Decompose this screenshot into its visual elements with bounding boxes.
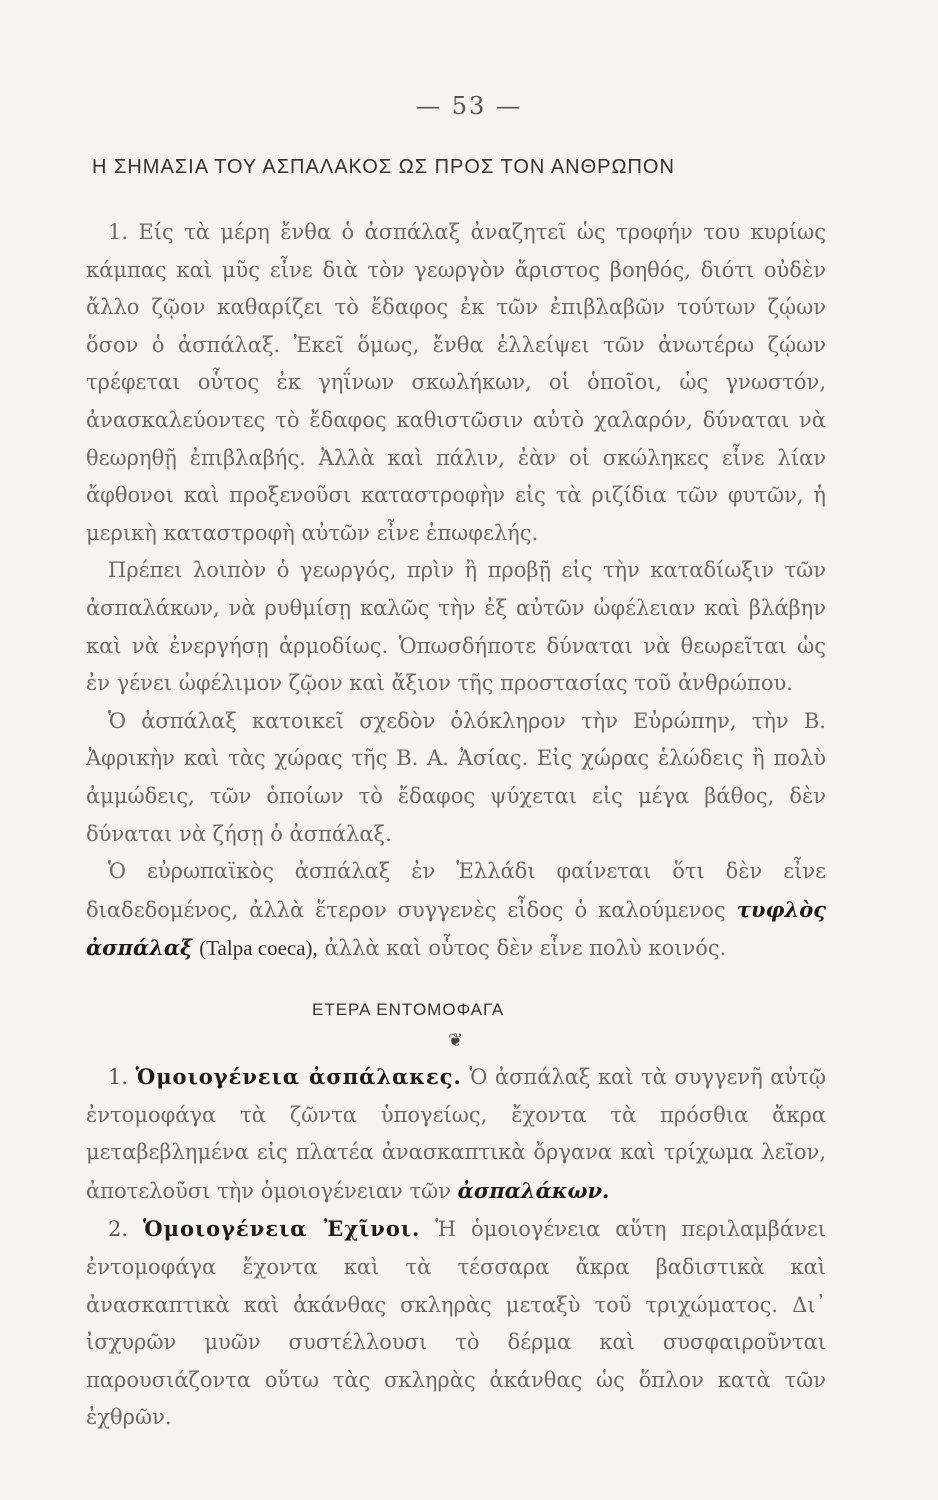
family-term: ἀσπαλάκων. — [457, 1177, 610, 1203]
item-title: Ὁμοιογένεια Ἐχῖνοι. — [143, 1216, 421, 1242]
item-number: 1. — [108, 1065, 129, 1089]
section-heading: Η ΣΗΜΑΣΙΑ ΤΟΥ ΑΣΠΑΛΑΚΟΣ ΩΣ ΠΡΟΣ ΤΟΝ ΑΝΘΡΩΠΟΝ — [92, 156, 675, 178]
item-title: Ὁμοιογένεια ἀσπάλακες. — [135, 1064, 462, 1089]
species-term: τυφλὸς ἀσπάλαξ — [86, 896, 826, 961]
latin-name: (Talpa coeca), — [199, 936, 318, 961]
paragraph: Ὁ ἀσπάλαξ κατοικεῖ σχεδὸν ὁλόκληρον τὴν Εὐρώπην, τὴν Β. Ἀφρικὴν καὶ τὰς χώρας τῆς Β. Α. Ἀσίας. Εἰς χώρας ἑλώδεις ἢ πολὺ ἀμμώδεις, τῶν ὁποίων τὸ ἔδαφος ψύχεται εἰς μέγα βάθος, δὲν δύναται νὰ ζήσῃ ὁ ἀσπάλαξ. — [86, 708, 826, 846]
subsection-heading: ΕΤΕΡΑ ΕΝΤΟΜΟΦΑΓΑ — [312, 1000, 505, 1019]
item-number: 2. — [108, 1217, 129, 1242]
paragraph-text: Ἡ ὁμοιογένεια αὕτη περιλαμβάνει ἐντομοφάγα ἔχοντα καὶ τὰ τέσσαρα ἄκρα βαδιστικὰ καὶ ἀνασκαπτικὰ καὶ ἀκάνθας σκληρὰς μεταξὺ τοῦ τριχώματος. Δι᾿ ἰσχυρῶν μυῶν συστέλλουσι τὸ δέρμα καὶ συσφαιροῦνται παρουσιάζοντα οὕτω τὰς σκληρὰς ἀκάνθας ὡς ὅπλον κατὰ τῶν ἐχθρῶν. — [86, 1217, 826, 1430]
paragraph: Πρέπει λοιπὸν ὁ γεωργός, πρὶν ἢ προβῇ εἰς τὴν καταδίωξιν τῶν ἀσπαλάκων, νὰ ρυθμίσῃ καλῶς τὴν ἐξ αὐτῶν ὠφέλειαν καὶ βλάβην καὶ νὰ ἐνεργήσῃ ἁρμοδίως. Ὁπωσδήποτε δύναται νὰ θεωρεῖται ὡς ἐν γένει ὠφέλιμον ζῷον καὶ ἄξιον τῆς προστασίας τοῦ ἀνθρώπου. — [86, 558, 826, 696]
paragraph — [86, 853, 826, 968]
paragraph — [86, 1210, 826, 1437]
page-number: — 53 — — [416, 92, 522, 120]
paragraph-text: Ὁ εὐρωπαϊκὸς ἀσπάλαξ ἐν Ἑλλάδι φαίνεται ὅτι δὲν εἶνε διαδεδομένος, ἀλλὰ ἕτερον συγγενὲς εἶδος ὁ καλούμενος — [86, 859, 826, 922]
paragraph-text: Ὁ ἀσπάλαξ καὶ τὰ συγγενῆ αὐτῷ ἐντομοφάγα τὰ ζῶντα ὑπογείως, ἔχοντα τὰ πρόσθια ἄκρα μεταβεβλημένα εἰς πλατέα ἀνασκαπτικὰ ὄργανα καὶ τρίχωμα λεῖον, ἀποτελοῦσι τὴν ὁμοιογένειαν τῶν — [86, 1065, 826, 1203]
paragraph: 1. Είς τὰ μέρη ἔνθα ὁ ἀσπάλαξ ἀναζητεῖ ὡς τροφήν του κυρίως κάμπας καὶ μῦς εἶνε διὰ τὸν γεωργὸν ἄριστος βοηθός, διότι οὐδὲν ἄλλο ζῷον καθαρίζει τὸ ἔδαφος ἐκ τῶν ἐπιβλαβῶν τούτων ζῴων ὅσον ὁ ἀσπάλαξ. Ἐκεῖ ὅμως, ἔνθα ἐλλείψει τῶν ἀνωτέρω ζῴων τρέφεται οὗτος ἐκ γηΐνων σκωλήκων, οἱ ὁποῖοι, ὡς γνωστόν, ἀνασκαλεύοντες τὸ ἔδαφος καθιστῶσιν αὐτὸ χαλαρόν, δύναται νὰ θεωρηθῇ ἐπιβλαβής. Ἀλλὰ καὶ πάλιν, ἐὰν οἱ σκώληκες εἶνε λίαν ἄφθονοι καὶ προξενοῦσι καταστροφὴν εἰς τὰ ριζίδια τῶν φυτῶν, ἡ μερικὴ καταστροφὴ αὐτῶν εἶνε ἐπωφελής. — [86, 220, 826, 545]
subsection-body — [86, 1058, 826, 1437]
paragraph — [86, 1058, 826, 1210]
section-body — [86, 214, 826, 968]
ornament-icon: ❦ — [448, 1030, 464, 1051]
paragraph-text: ἀλλὰ καὶ οὗτος δὲν εἶνε πολὺ κοινός. — [324, 936, 727, 961]
